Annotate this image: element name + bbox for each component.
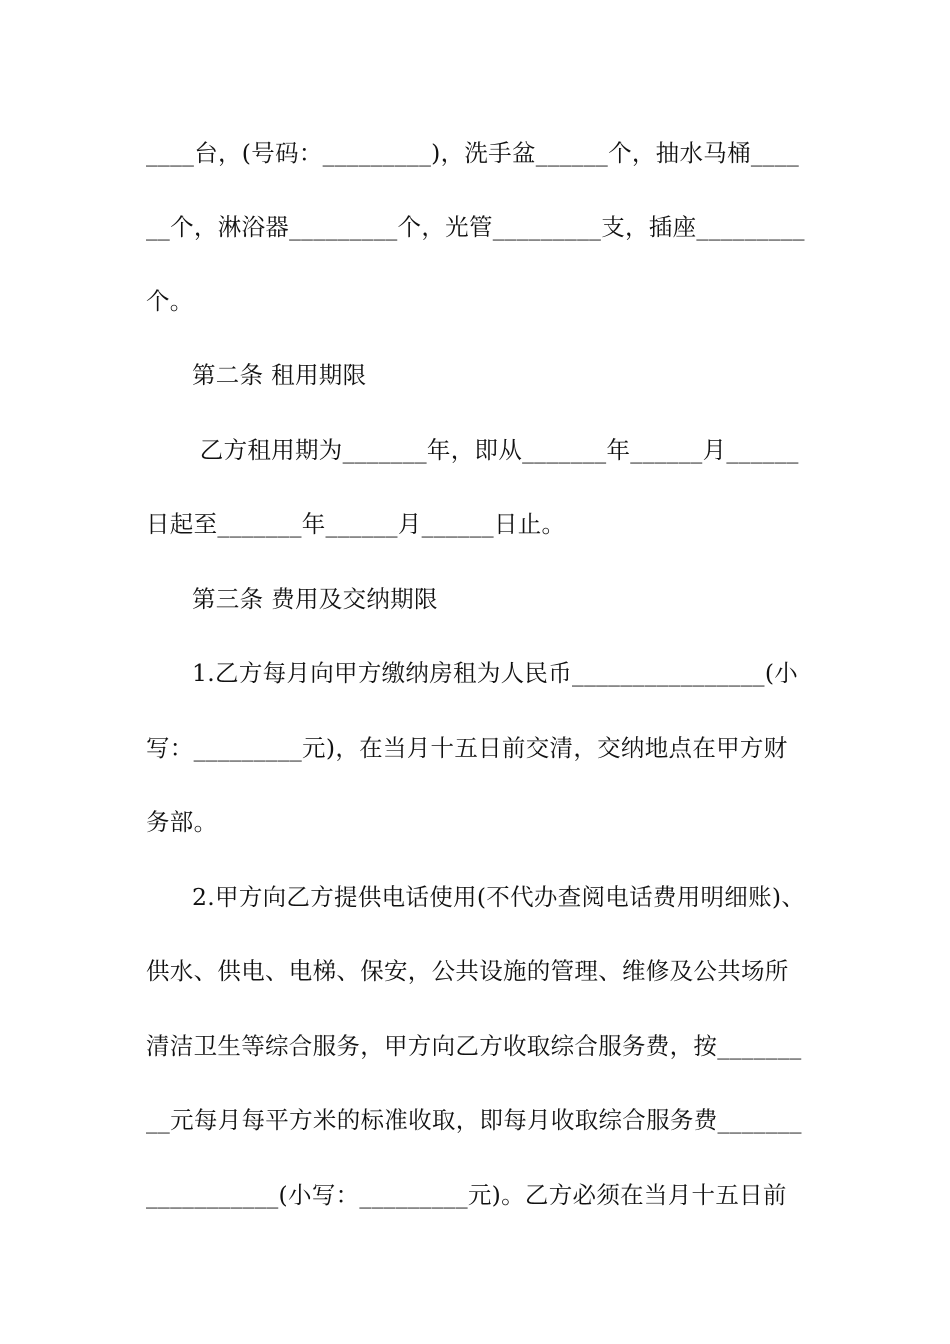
- clause-2-line-1: 2.甲方向乙方提供电话使用(不代办查阅电话费用明细账)、: [192, 883, 806, 911]
- clause-1-line-2: 写：_________元)，在当月十五日前交清，交纳地点在甲方财: [146, 734, 788, 762]
- clause-2-line-5: ___________(小写：_________元)。乙方必须在当月十五日前: [146, 1181, 787, 1209]
- clause-1-line-1: 1.乙方每月向甲方缴纳房租为人民币________________(小: [192, 659, 799, 687]
- text-line-3: 个。: [146, 287, 194, 315]
- text-line-1: ____台，(号码：_________)，洗手盆______个，抽水马桶____: [146, 139, 800, 167]
- text-line-5: 乙方租用期为_______年，即从_______年______月______: [192, 436, 799, 464]
- text-line-2: __个，淋浴器_________个，光管_________支，插座_________: [146, 213, 805, 241]
- section-heading-term-3: 第三条 费用及交纳期限: [192, 585, 438, 613]
- clause-1-line-3: 务部。: [146, 808, 218, 836]
- text-line-6: 日起至_______年______月______日止。: [146, 510, 566, 538]
- clause-2-line-2: 供水、供电、电梯、保安，公共设施的管理、维修及公共场所: [146, 957, 789, 985]
- section-heading-term-2: 第二条 租用期限: [192, 361, 367, 389]
- clause-2-line-4: __元每月每平方米的标准收取，即每月收取综合服务费_______: [146, 1106, 802, 1134]
- clause-2-line-3: 清洁卫生等综合服务，甲方向乙方收取综合服务费，按_______: [146, 1032, 802, 1060]
